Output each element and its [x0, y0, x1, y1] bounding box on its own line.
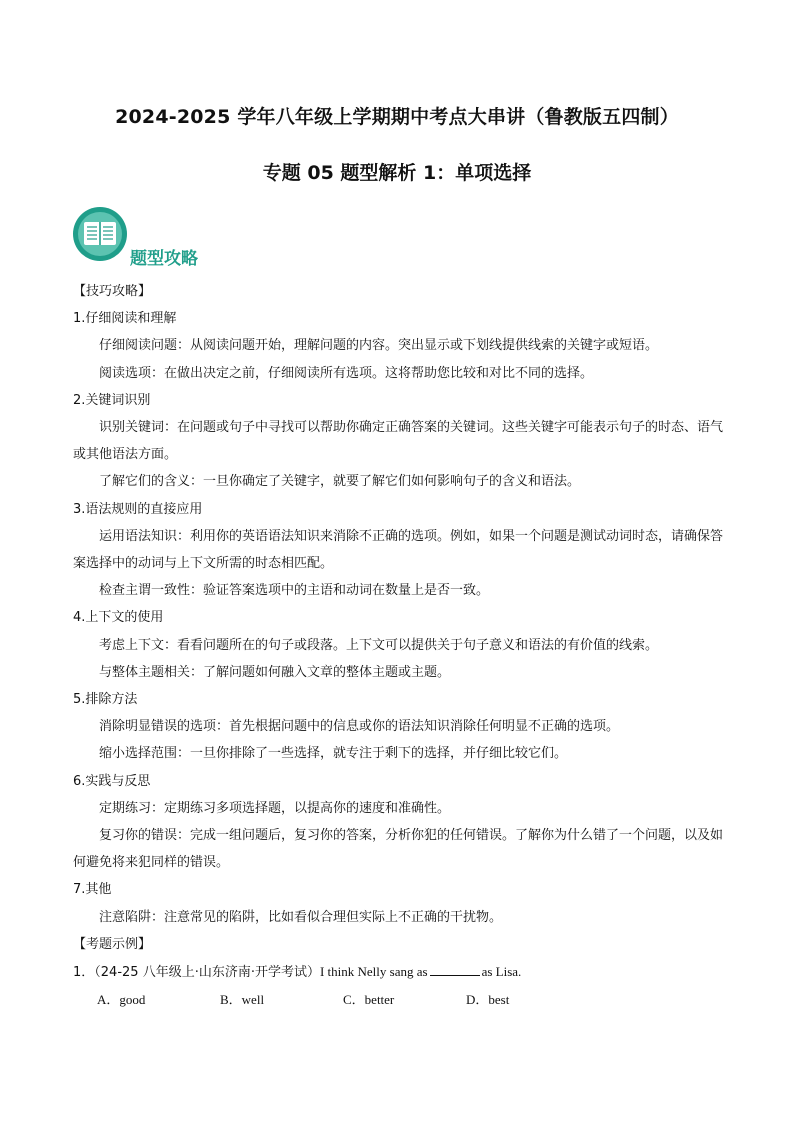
tip-item: 与整体主题相关：了解问题如何融入文章的整体主题或主题。 [99, 664, 451, 680]
option-c: C．better [343, 992, 395, 1008]
tip-item: 复习你的错误：完成一组问题后，复习你的答案，分析你犯的任何错误。了解你为什么错了一个问题，以及如何避免将来犯同样的错误。 [73, 828, 724, 871]
question-text-before: I think Nelly sang as [319, 964, 428, 980]
question-source: （24-25 八年级上·山东济南·开学考试） [94, 965, 320, 981]
question-stem [73, 958, 733, 986]
tip-heading: 1.仔细阅读和理解 [73, 311, 177, 327]
tip-heading: 4.上下文的使用 [73, 610, 164, 626]
tip-item: 消除明显错误的选项：首先根据问题中的信息或你的语法知识消除任何明显不正确的选项。 [99, 719, 620, 735]
answer-options [73, 986, 733, 1013]
option-a: A．good [97, 992, 146, 1008]
book-icon [72, 206, 128, 262]
tip-heading: 7.其他 [73, 882, 112, 898]
section-badge-label: 题型攻略 [130, 249, 198, 269]
tip-item: 仔细阅读问题：从阅读问题开始，理解问题的内容。突出显示或下划线提供线索的关键字或短语。 [99, 338, 659, 354]
page-subtitle: 专题 05 题型解析 1：单项选择 [262, 162, 532, 184]
tip-item: 考虑上下文：看看问题所在的句子或段落。上下文可以提供关于句子意义和语法的有价值的线索。 [99, 637, 659, 653]
answer-blank [430, 963, 480, 976]
option-b: B．well [220, 992, 265, 1008]
tip-heading: 5.排除方法 [73, 692, 138, 708]
tip-item: 运用语法知识：利用你的英语语法知识来消除不正确的选项。例如，如果一个问题是测试动词时态，请确保答案选择中的动词与上下文所需的时态相匹配。 [73, 528, 724, 572]
section-heading-examples: 【考题示例】 [73, 936, 152, 952]
tip-item: 缩小选择范围：一旦你排除了一些选择，就专注于剩下的选择，并仔细比较它们。 [99, 746, 568, 762]
tip-item: 定期练习：定期练习多项选择题，以提高你的速度和准确性。 [99, 800, 451, 816]
tip-heading: 2.关键词识别 [73, 392, 151, 408]
tip-heading: 3.语法规则的直接应用 [73, 501, 203, 517]
tip-heading: 6.实践与反思 [73, 773, 151, 789]
tip-item: 识别关键词：在问题或句子中寻找可以帮助你确定正确答案的关键词。这些关键字可能表示句子的时态、语气或其他语法方面。 [73, 420, 724, 463]
section-heading-tips: 【技巧攻略】 [73, 284, 152, 299]
page-title: 2024-2025 学年八年级上学期期中考点大串讲（鲁教版五四制） [115, 106, 679, 128]
tip-item: 阅读选项：在做出决定之前，仔细阅读所有选项。这将帮助您比较和对比不同的选择。 [99, 365, 594, 381]
tip-item: 注意陷阱：注意常见的陷阱，比如看似合理但实际上不正确的干扰物。 [99, 909, 503, 925]
question-text-after: as Lisa. [481, 964, 522, 980]
option-d: D．best [466, 992, 510, 1008]
tip-item: 了解它们的含义：一旦你确定了关键字，就要了解它们如何影响句子的含义和语法。 [99, 474, 581, 490]
document-body [73, 278, 733, 1013]
question-number: 1． [73, 965, 95, 981]
tip-item: 检查主谓一致性：验证答案选项中的主语和动词在数量上是否一致。 [99, 583, 490, 599]
